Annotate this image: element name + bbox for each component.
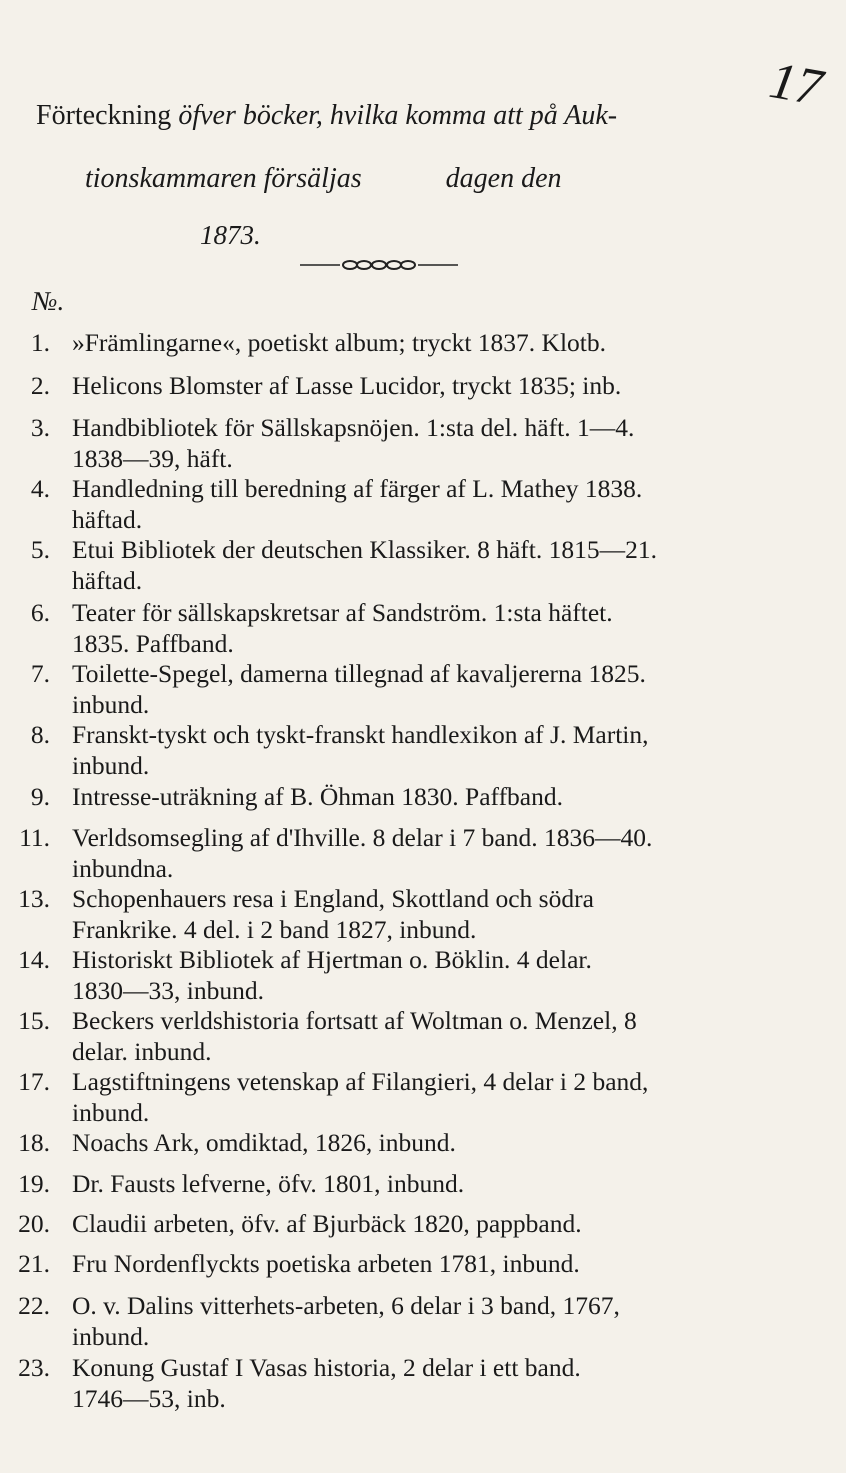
entry-number: 4. <box>30 474 50 503</box>
entry-line: häftad. <box>72 566 143 595</box>
entry-line: Teater för sällskapskretsar af Sandström. 1:sta häftet. <box>72 598 613 627</box>
entry-text <box>72 327 747 358</box>
entry-text <box>72 597 747 659</box>
entry-number: 6. <box>30 598 50 627</box>
entry-line: 1835. Paffband. <box>72 629 234 658</box>
entry-number: 2. <box>30 371 50 400</box>
entry-line: Fru Nordenflyckts poetiska arbeten 1781, inbund. <box>72 1249 580 1278</box>
entry-text <box>72 883 747 945</box>
header-line-1-text: öfver böcker, hvilka komma att på Auk- <box>171 100 618 131</box>
entry-line: inbund. <box>72 1322 150 1351</box>
entry-text <box>72 1208 747 1239</box>
entry-text <box>72 1066 747 1128</box>
ornament-divider <box>300 258 458 272</box>
entry-line: O. v. Dalins vitterhets-arbeten, 6 delar i 3 band, 1767, <box>72 1291 620 1320</box>
entry-number: 19. <box>18 1169 50 1198</box>
entry-text <box>72 1290 747 1352</box>
entry-line: Noachs Ark, omdiktad, 1826, inbund. <box>72 1128 456 1157</box>
entry-line: Dr. Fausts lefverne, öfv. 1801, inbund. <box>72 1169 465 1198</box>
entry-line: häftad. <box>72 505 143 534</box>
entry-line: Lagstiftningens vetenskap af Filangieri, 4 delar i 2 band, <box>72 1067 649 1096</box>
entry-text <box>72 370 747 401</box>
entry-text <box>72 658 747 720</box>
entry-text <box>72 534 747 596</box>
entry-line: Beckers verldshistoria fortsatt af Woltman o. Menzel, 8 <box>72 1006 637 1035</box>
entry-number: 7. <box>30 659 50 688</box>
entry-number: 23. <box>18 1353 50 1382</box>
entry-line: Franskt-tyskt och tyskt-franskt handlexikon af J. Martin, <box>72 720 649 749</box>
entry-line: Handledning till beredning af färger af L. Mathey 1838. <box>72 474 643 503</box>
entry-line: 1830—33, inbund. <box>72 976 264 1005</box>
entry-number: 11. <box>19 823 50 852</box>
entry-number: 21. <box>18 1249 50 1278</box>
entry-text <box>72 1168 747 1199</box>
entry-text <box>72 1352 747 1414</box>
handwritten-corner-number: 17 <box>765 51 827 118</box>
entry-number: 5. <box>30 535 50 564</box>
entry-line: inbundna. <box>72 854 174 883</box>
entry-line: delar. inbund. <box>72 1037 212 1066</box>
entry-line: Helicons Blomster af Lasse Lucidor, tryckt 1835; inb. <box>72 371 622 400</box>
entry-number: 18. <box>18 1128 50 1157</box>
numero-sign: №. <box>32 286 65 316</box>
entry-text <box>72 944 747 1006</box>
header-year: 1873. <box>200 220 261 250</box>
entry-line: 1746—53, inb. <box>72 1384 226 1413</box>
entry-line: »Främlingarne«, poetiskt album; tryckt 1837. Klotb. <box>72 328 607 357</box>
entry-number: 17. <box>18 1067 50 1096</box>
entry-line: Handbibliotek för Sällskapsnöjen. 1:sta del. häft. 1—4. <box>72 413 635 442</box>
entry-number: 8. <box>30 720 50 749</box>
entry-text <box>72 1005 747 1067</box>
entry-line: Intresse-uträkning af B. Öhman 1830. Paffband. <box>72 782 563 811</box>
entry-number: 1. <box>30 328 50 357</box>
entry-number: 9. <box>30 782 50 811</box>
entry-line: Toilette-Spegel, damerna tillegnad af kavaljererna 1825. <box>72 659 646 688</box>
entry-text <box>72 1248 747 1279</box>
entry-line: Frankrike. 4 del. i 2 band 1827, inbund. <box>72 915 477 944</box>
entry-line: Etui Bibliotek der deutschen Klassiker. 8 häft. 1815—21. <box>72 535 657 564</box>
header-lead: Förteckning <box>36 100 172 131</box>
entry-line: inbund. <box>72 1098 150 1127</box>
entry-number: 3. <box>30 413 50 442</box>
entry-line: Historiskt Bibliotek af Hjertman o. Böklin. 4 delar. <box>72 945 592 974</box>
entry-line: 1838—39, häft. <box>72 444 233 473</box>
entry-line: inbund. <box>72 690 150 719</box>
entry-line: Konung Gustaf I Vasas historia, 2 delar i ett band. <box>72 1353 581 1382</box>
entry-text <box>72 412 747 474</box>
entry-text <box>72 473 747 535</box>
entry-number: 13. <box>18 884 50 913</box>
entry-line: inbund. <box>72 751 150 780</box>
entry-line: Schopenhauers resa i England, Skottland och södra <box>72 884 594 913</box>
entry-text <box>72 822 747 884</box>
header-line-2: tionskammaren försäljas dagen den <box>85 163 562 194</box>
entry-text <box>72 719 747 781</box>
entry-number: 20. <box>18 1209 50 1238</box>
entry-number: 22. <box>18 1291 50 1320</box>
entry-line: Claudii arbeten, öfv. af Bjurbäck 1820, pappband. <box>72 1209 582 1238</box>
header-line-1 <box>36 100 617 132</box>
entry-number: 14. <box>18 945 50 974</box>
entry-text <box>72 1127 747 1158</box>
entry-number: 15. <box>18 1006 50 1035</box>
entry-text <box>72 781 747 812</box>
entry-line: Verldsomsegling af d'Ihville. 8 delar i 7 band. 1836—40. <box>72 823 653 852</box>
